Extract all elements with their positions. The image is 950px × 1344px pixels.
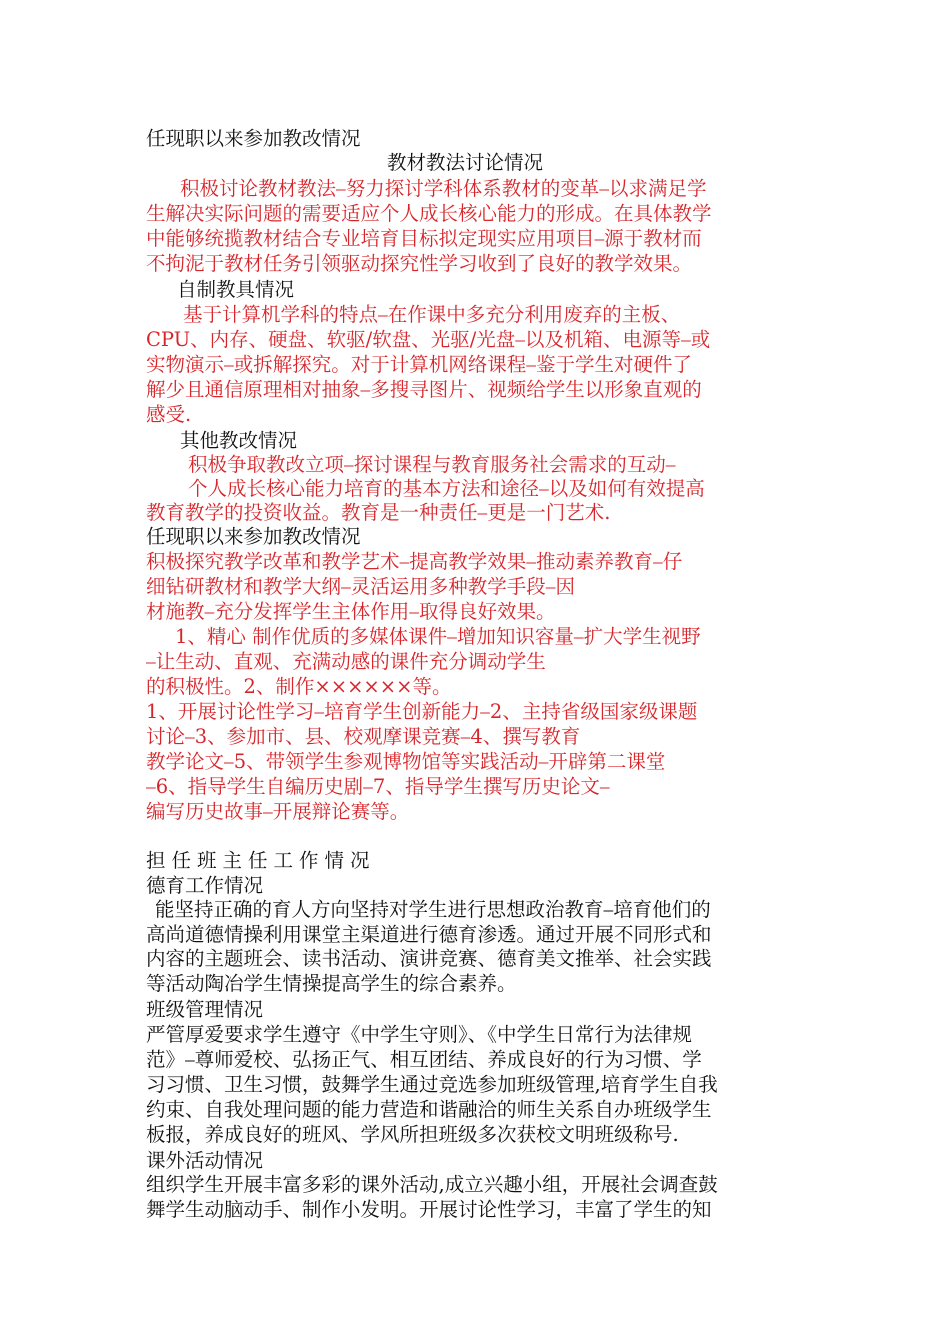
section-heading: 任现职以来参加教改情况 — [146, 127, 361, 150]
paragraph-line: 积极讨论教材教法⎯努力探讨学科体系教材的变革⎯以求满足学 — [180, 177, 707, 200]
paragraph-line: 中能够统揽教材结合专业培育目标拟定现实应用项目⎯源于教材而 — [146, 227, 702, 250]
paragraph-line: 教育教学的投资收益。教育是一种责任⎯更是一门艺术. — [146, 501, 611, 524]
paragraph-line: 讨论⎯3、参加市、县、校观摩课竞赛⎯4、撰写教育 — [146, 725, 581, 748]
subsection-heading: 教材教法讨论情况 — [387, 151, 544, 174]
paragraph-line: 基于计算机学科的特点⎯在作课中多充分利用废弃的主板、 — [183, 303, 681, 326]
paragraph-line: 感受. — [146, 403, 192, 426]
paragraph-line: 内容的主题班会、读书活动、演讲竞赛、德育美文推举、社会实践 — [146, 947, 712, 970]
paragraph-line: 严管厚爱要求学生遵守《中学生守则》、《中学生日常行为法律规 — [146, 1023, 693, 1046]
subsection-heading: 其他教改情况 — [180, 429, 298, 452]
paragraph-line: 高尚道德情操利用课堂主渠道进行德育渗透。通过开展不同形式和 — [146, 923, 712, 946]
paragraph-line: 细钻研教材和教学大纲⎯灵活运用多种教学手段⎯因 — [146, 575, 576, 598]
paragraph-line: 解少且通信原理相对抽象⎯多搜寻图片、视频给学生以形象直观的 — [146, 378, 702, 401]
subsection-heading: 自制教具情况 — [177, 278, 295, 301]
paragraph-line: 的积极性。2、制作××××××等。 — [146, 675, 452, 698]
paragraph-line: 个人成长核心能力培育的基本方法和途径⎯以及如何有效提高 — [188, 477, 705, 500]
subsection-heading: 课外活动情况 — [146, 1149, 264, 1172]
paragraph-line: 1、开展讨论性学习⎯培育学生创新能力⎯2、主持省级国家级课题 — [146, 700, 698, 723]
paragraph-line: 组织学生开展丰富多彩的课外活动,成立兴趣小组，开展社会调查鼓 — [146, 1173, 718, 1196]
section-heading: 担任班主任工作情况 — [146, 849, 376, 872]
paragraph-line: ⎯让生动、直观、充满动感的课件充分调动学生 — [146, 650, 546, 673]
paragraph-line: 1、精心 制作优质的多媒体课件⎯增加知识容量⎯扩大学生视野 — [175, 625, 701, 648]
subsection-heading: 班级管理情况 — [146, 998, 264, 1021]
paragraph-line: 板报，养成良好的班风、学风所担班级多次获校文明班级称号. — [146, 1123, 679, 1146]
paragraph-line: 习习惯、卫生习惯，鼓舞学生通过竞选参加班级管理,培育学生自我 — [146, 1073, 718, 1096]
paragraph-line: 等活动陶冶学生情操提高学生的综合素养。 — [146, 972, 517, 995]
paragraph-line: 积极探究教学改革和教学艺术⎯提高教学效果⎯推动素养教育⎯仔 — [146, 550, 683, 573]
paragraph-line: 实物演示⎯或拆解探究。对于计算机网络课程⎯鉴于学生对硬件了 — [146, 353, 693, 376]
subsection-heading: 德育工作情况 — [146, 874, 264, 897]
paragraph-line: 能坚持正确的育人方向坚持对学生进行思想政治教育⎯培育他们的 — [155, 898, 711, 921]
paragraph-line: 生解决实际问题的需要适应个人成长核心能力的形成。在具体教学 — [146, 202, 712, 225]
paragraph-line: 不拘泥于教材任务引领驱动探究性学习收到了良好的教学效果。 — [146, 252, 693, 275]
paragraph-line: 积极争取教改立项⎯探讨课程与教育服务社会需求的互动⎯ — [188, 453, 676, 476]
paragraph-line: ⎯6、指导学生自编历史剧⎯7、指导学生撰写历史论文⎯ — [146, 775, 610, 798]
paragraph-line: 材施教⎯充分发挥学生主体作用⎯取得良好效果。 — [146, 600, 556, 623]
paragraph-line: CPU、内存、硬盘、软驱/软盘、光驱/光盘⎯以及机箱、电源等⎯或 — [146, 328, 711, 351]
section-heading: 任现职以来参加教改情况 — [146, 525, 361, 548]
paragraph-line: 编写历史故事⎯开展辩论赛等。 — [146, 800, 410, 823]
paragraph-line: 舞学生动脑动手、制作小发明。开展讨论性学习，丰富了学生的知 — [146, 1198, 712, 1221]
paragraph-line: 范》⎯尊师爱校、弘扬正气、相互团结、养成良好的行为习惯、学 — [146, 1048, 702, 1071]
paragraph-line: 约束、自我处理问题的能力营造和谐融洽的师生关系自办班级学生 — [146, 1098, 712, 1121]
paragraph-line: 教学论文⎯5、带领学生参观博物馆等实践活动⎯开辟第二课堂 — [146, 750, 666, 773]
